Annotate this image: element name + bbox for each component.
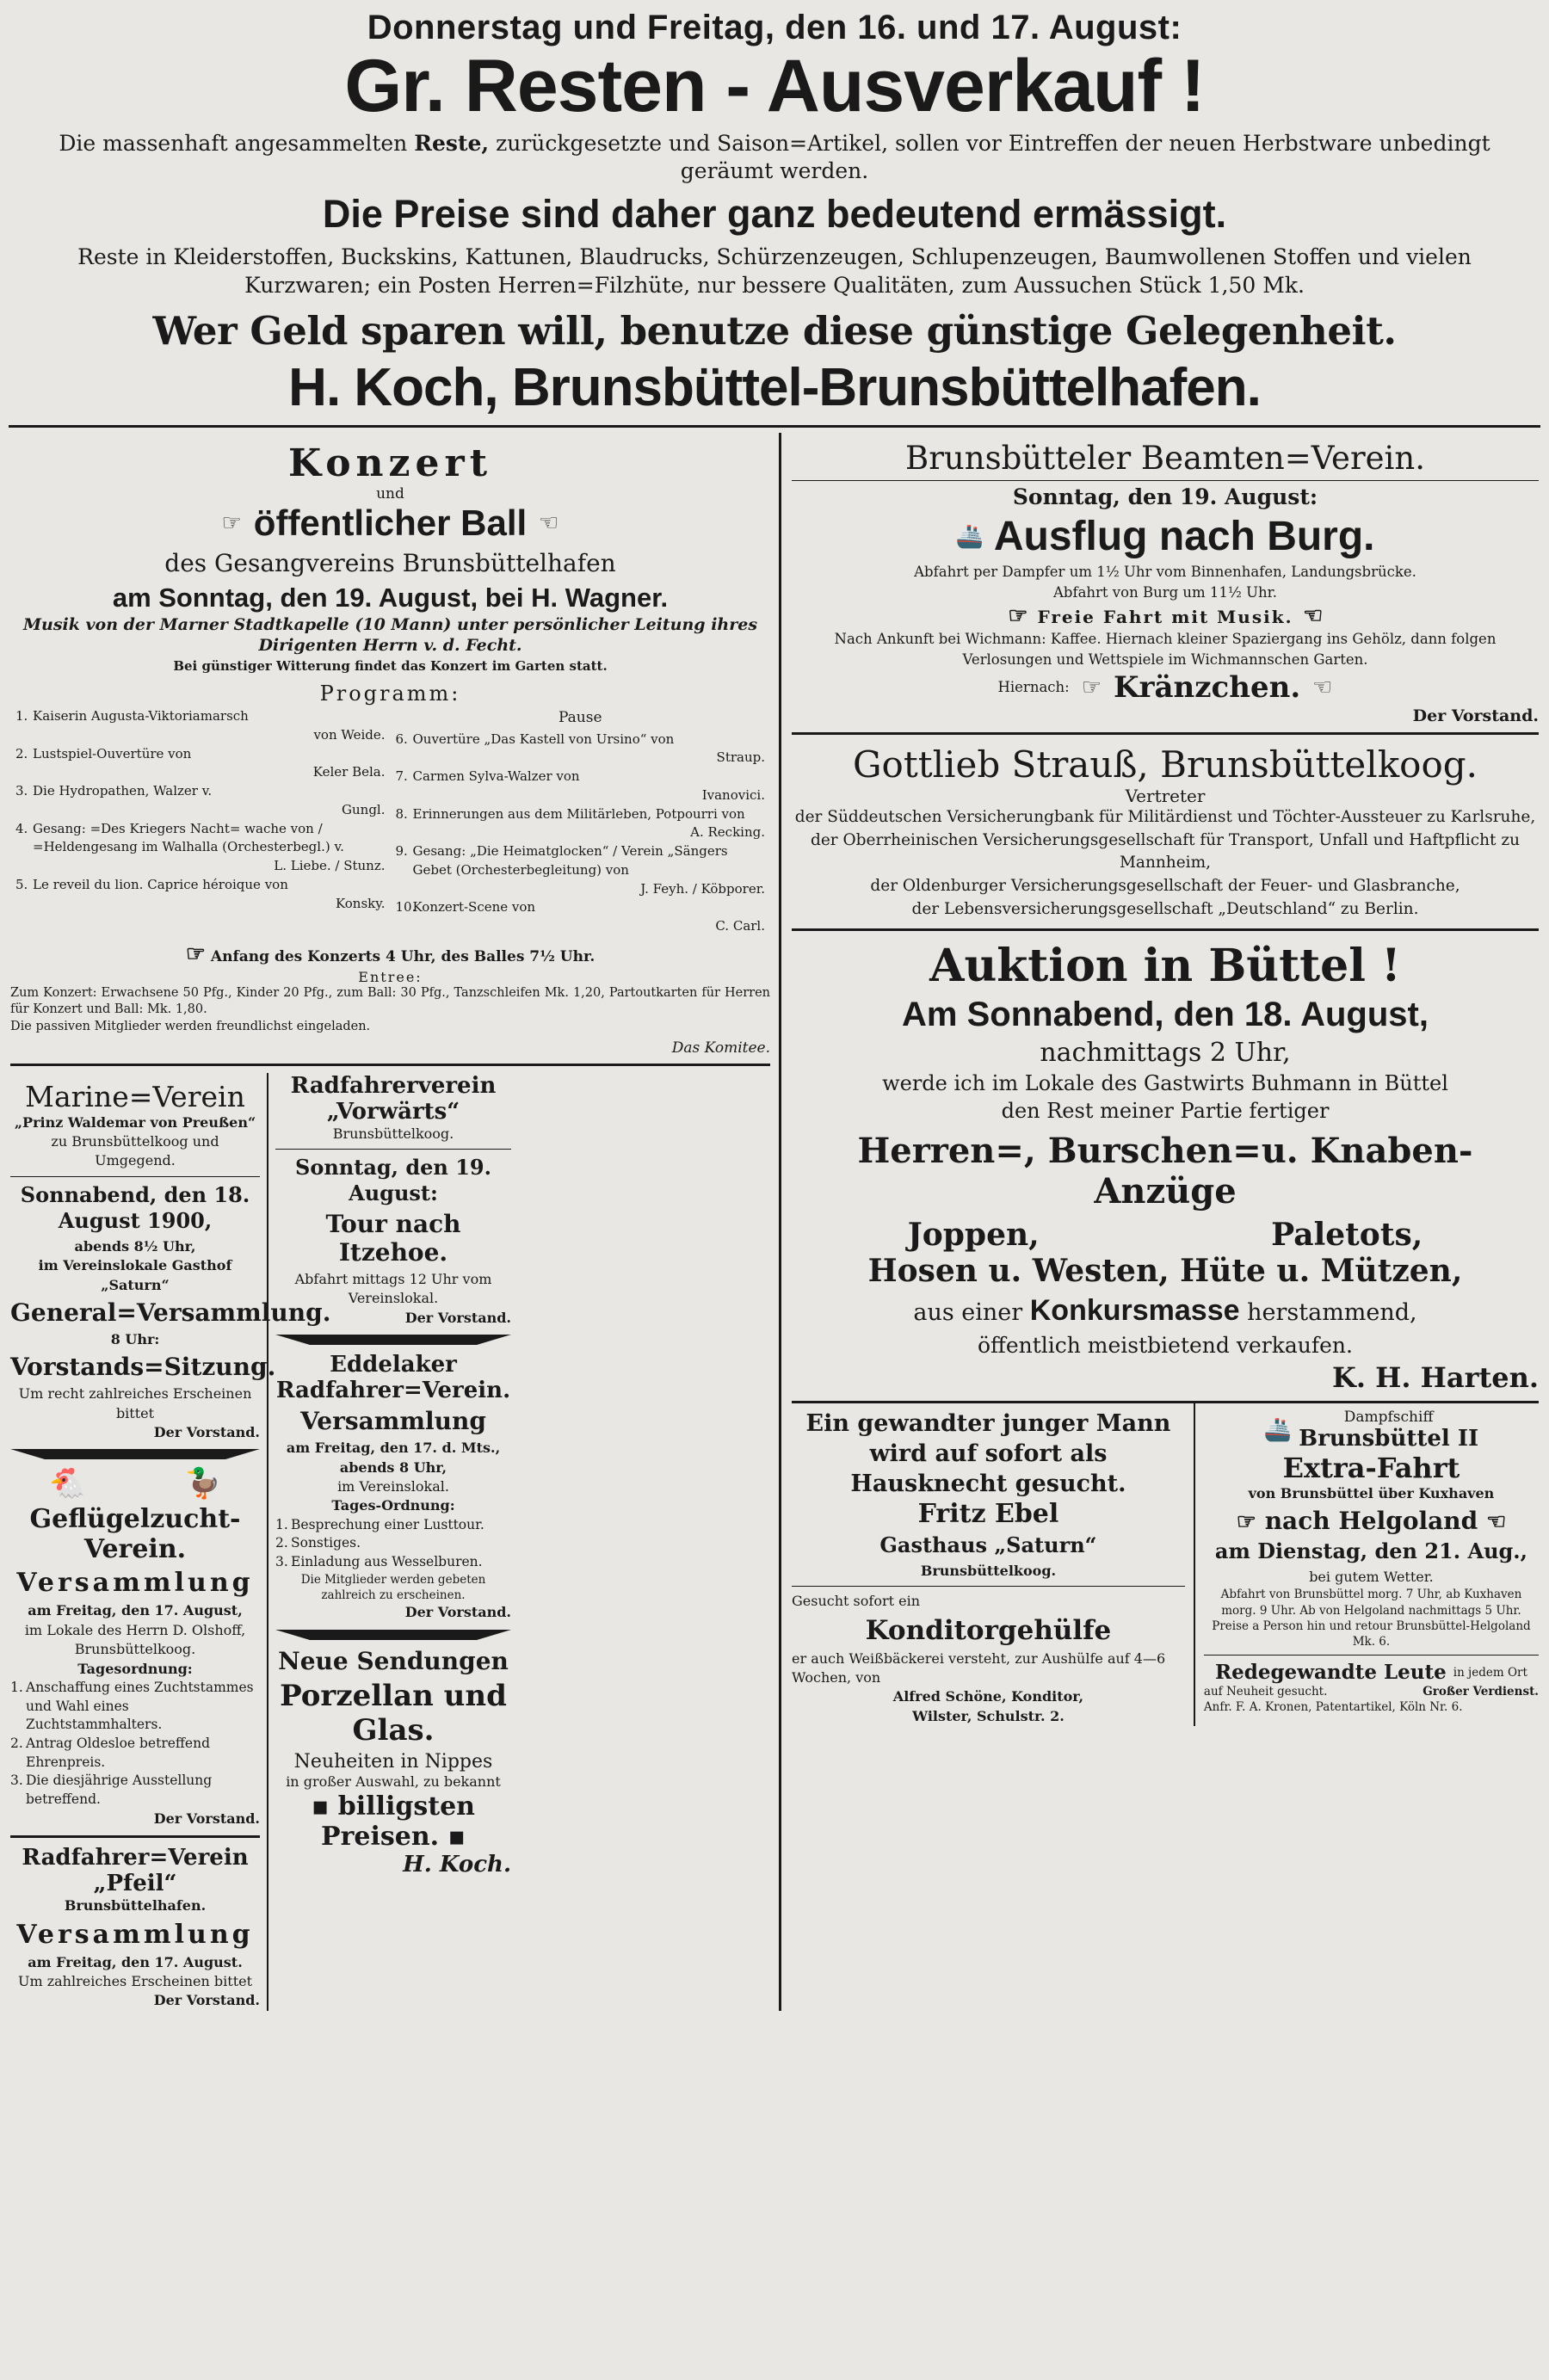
hand-pointing-right-icon: ☞ [1008,602,1030,629]
konzert-passiv: Die passiven Mitglieder werden freundlichst eingeladen. [10,1020,371,1034]
konzert-title: Konzert [287,441,493,485]
redegewandte-title: Redegewandte Leute [1215,1661,1447,1685]
marine-sub2: zu Brunsbüttelkoog und Umgegend. [51,1132,219,1169]
beamten-divider [792,480,1539,481]
konzert-und: und [376,485,404,503]
right-column [781,433,1539,2011]
porzellan-preise-text: billigsten Preisen. [321,1791,475,1852]
programm-number: 5. [15,876,28,892]
beamten-sonntag: Sonntag, den 19. August: [1012,484,1318,509]
hand-pointing-left-icon: ☞ [539,510,559,536]
konzert-programm-lists [10,707,770,936]
agenda-number: 3. [275,1554,288,1570]
gefluegel-datum: am Freitag, den 17. August, [28,1602,243,1619]
konditor-title: Konditorgehülfe [865,1614,1112,1646]
beamten-line1: Abfahrt per Dampfer um 1½ Uhr vom Binnenhafen, Landungsbrücke. [914,564,1416,580]
gefluegel-tagesordnung [10,1679,260,1810]
strauss-name: Gottlieb Strauß, [853,743,1149,786]
auktion-ware-1: Herren=, Burschen=u. Knaben-Anzüge [857,1130,1473,1212]
masthead-dateline: Donnerstag und Freitag, den 16. und 17. August: [367,9,1182,46]
programm-title: Konzert-Scene von [412,899,536,916]
vorwaerts-title: Radfahrerverein „Vorwärts“ [290,1072,497,1125]
konditor-ort: Wilster, Schulstr. 2. [912,1707,1065,1724]
eddelak-tagesordnung-label: Tages-Ordnung: [331,1497,455,1514]
redegewandte-side: in jedem Ort [1453,1665,1527,1680]
programm-item [15,745,386,783]
konzert-wetter: Bei günstiger Witterung findet das Konzert im Garten statt. [173,657,608,674]
right-bottom-col-1 [792,1403,1195,1727]
hand-pointing-right-icon: ☞ [1081,674,1102,700]
gefluegel-title: Geflügelzucht-Verein. [29,1504,241,1565]
programm-number: 8. [395,805,408,822]
programm-title: Gesang: =Des Kriegers Nacht= wache von / =Heldengesang im Walhalla (Orchesterbegl.) v. [33,820,344,855]
pfeil-ort: Brunsbüttelhafen. [64,1897,207,1914]
auktion-joppen: Joppen, [907,1216,1040,1253]
vorwaerts-ad [275,1073,511,1329]
agenda-text: Anschaffung eines Zuchtstammes und Wahl eines Zuchtstammhalters. [26,1680,254,1733]
programm-text [413,842,766,898]
programm-composer: C. Carl. [715,918,765,934]
marine-ort: im Vereinslokale Gasthof „Saturn“ [38,1257,232,1293]
programm-title: Ouvertüre „Das Kastell von Ursino“ von [412,731,675,747]
right-bottom-col-2 [1195,1403,1539,1727]
dampfschiff-route: von Brunsbüttel über Kuxhaven [1248,1484,1495,1501]
redegewandte-verdienst: Großer Verdienst. [1422,1685,1539,1699]
auktion-ware-3: Hosen u. Westen, Hüte u. Mützen, [867,1252,1463,1289]
hand-pointing-left-icon: ☞ [1312,674,1333,700]
programm-number: 10. [395,899,417,916]
eddelak-ad [275,1352,511,1622]
goose-icon: 🦆 [184,1466,221,1501]
redegewandte-ad [1204,1661,1539,1715]
masthead-slogan: Wer Geld sparen will, benutze diese günstige Gelegenheit. [152,308,1397,354]
redegewandte-sub: auf Neuheit gesucht. [1203,1685,1328,1699]
agenda-number: 3. [10,1773,23,1789]
agenda-item [275,1534,511,1553]
dampfschiff-name: Brunsbüttel II [1299,1425,1479,1452]
programm-text [413,731,766,768]
beamten-hiernach: Hiernach: [997,678,1070,695]
programm-title: Carmen Sylva-Walzer von [412,768,580,785]
hand-pointing-right-icon: ☞ [221,510,242,536]
hand-pointing-right-icon: ☞ [185,940,206,967]
steamship-icon: 🚢 [1263,1416,1293,1443]
dampfschiff-preise: Preise a Person hin und retour Brunsbüttel-Helgoland Mk. 6. [1212,1619,1531,1649]
agenda-text: Antrag Oldesloe betreffend Ehrenpreis. [26,1736,211,1770]
agenda-text: Besprechung einer Lusttour. [291,1516,484,1532]
eddelak-datum: am Freitag, den 17. d. Mts., [286,1440,501,1457]
auktion-ware-2 [792,1217,1539,1253]
konzert-anfang-text: Anfang des Konzerts 4 Uhr, des Balles 7½ Uhr. [210,947,596,965]
dampfschiff-nach [1204,1507,1539,1535]
beamten-line2: Abfahrt von Burg um 11½ Uhr. [1053,583,1277,601]
auktion-text2: den Rest meiner Partie fertiger [1001,1099,1330,1124]
programm-text [33,707,386,745]
ornament-square-left: ▪ [312,1791,330,1822]
beamten-ausflug: Ausflug nach Burg. [993,514,1375,559]
left-subcolumn-2 [268,1073,518,2011]
auktion-offentlich: öffentlich meistbietend verkaufen. [978,1332,1353,1358]
strauss-vertreter: Vertreter [1125,785,1206,806]
strauss-ad [792,743,1539,922]
masthead [0,0,1549,418]
programm-composer: Straup. [716,749,765,766]
strauss-line3: der Oldenburger Versicherungsgesellschaft der Feuer- und Glasbranche, [870,877,1460,896]
programm-title: Die Hydropathen, Walzer v. [33,783,213,798]
marine-title: Marine=Verein [25,1079,245,1113]
marine-headline: General=Versammlung. [10,1298,331,1327]
porzellan-neuheiten: Neuheiten in Nippes [293,1750,493,1773]
konzert-programm-right [391,707,771,936]
hand-pointing-left-icon: ☞ [1485,1508,1507,1535]
konditor-ad [792,1592,1185,1726]
beamten-line3: Nach Ankunft bei Wichmann: Kaffee. Hiernach kleiner Spaziergang ins Gehölz, dann folgen Verlosungen und Wettspiele im Wichmannschen Garten. [834,630,1497,668]
agenda-number: 2. [10,1736,23,1752]
left-divider-1 [10,1064,770,1066]
programm-number: 6. [395,731,408,747]
agenda-item [275,1553,511,1572]
konditor-name: Alfred Schöne, Konditor, [892,1688,1084,1705]
auktion-konkursmasse [792,1294,1539,1328]
programm-number: 9. [395,843,408,860]
gefluegel-tagesordnung-label: Tagesordnung: [77,1660,193,1677]
eddelak-tagesordnung [275,1516,511,1572]
programm-title: Kaiserin Augusta-Viktoriamarsch [33,708,249,724]
auktion-zeit: nachmittags 2 Uhr, [1040,1037,1291,1068]
masthead-para1-a: Die massenhaft angesammelten [59,131,415,156]
strauss-line2: der Oberrheinischen Versicherungsgesellschaft für Transport, Unfall und Haftpflicht zu Mannheim, [811,830,1520,872]
auktion-text1: werde ich im Lokale des Gastwirts Buhmann in Büttel [882,1070,1448,1095]
agenda-number: 1. [10,1680,23,1696]
konzert-entree-label: Entree: [358,968,423,985]
eddelak-title: Eddelaker Radfahrer=Verein. [275,1352,511,1404]
pfeil-vorstand: Der Vorstand. [153,1992,260,2009]
auktion-title: Auktion in Büttel ! [929,939,1401,992]
porzellan-ad [275,1647,511,1877]
programm-number: 4. [15,820,28,836]
agenda-item [10,1679,260,1735]
ornament-square-right: ▪ [447,1821,466,1852]
beamten-freie-text: Freie Fahrt mit Musik. [1037,606,1293,627]
beamten-title: Brunsbütteler Beamten=Verein. [905,440,1425,477]
masthead-headline: Gr. Resten - Ausverkauf ! [344,45,1205,127]
programm-item [15,820,386,876]
dampfschiff-details: Abfahrt von Brunsbüttel morg. 7 Uhr, ab Kuxhaven morg. 9 Uhr. Ab von Helgoland nachmittags 5 Uhr. [1220,1588,1522,1618]
programm-composer: A. Recking. [690,824,765,841]
ornament-wedge [275,1630,511,1640]
porzellan-neue: Neue Sendungen [278,1646,509,1675]
programm-text [413,768,766,805]
konzert-verein: des Gesangvereins Brunsbüttelhafen [164,549,616,577]
marine-divider [10,1176,260,1177]
gefluegel-versammlung: Versammlung [16,1568,254,1599]
agenda-item [10,1735,260,1772]
dampfschiff-nach-text: nach Helgoland [1264,1506,1478,1535]
masthead-paragraph-1 [38,130,1511,185]
strauss-ort: Brunsbüttelkoog. [1160,743,1478,786]
agenda-number: 2. [275,1535,288,1551]
programm-composer: Konsky. [335,895,386,911]
programm-text [33,876,386,914]
pfeil-versammlung: Versammlung [16,1919,254,1950]
masthead-para1-c: zurückgesetzte und Saison=Artikel, sollen vor Eintreffen der neuen Herbstware unbedingt geräumt werden. [489,131,1490,183]
programm-item [396,805,766,843]
konzert-ad [10,441,770,1057]
vorwaerts-divider [275,1149,511,1150]
ornament-wedge [10,1449,260,1459]
hausknecht-divider [792,1586,1185,1587]
agenda-number: 1. [275,1516,288,1532]
vorwaerts-abfahrt: Abfahrt mittags 12 Uhr vom Vereinslokal. [294,1270,492,1307]
masthead-advertiser: H. Koch, Brunsbüttel-Brunsbüttelhafen. [288,358,1261,417]
konzert-ball-title: öffentlicher Ball [253,503,528,543]
auktion-paletots: Paletots, [1271,1216,1423,1253]
masthead-paragraph-2: Reste in Kleiderstoffen, Buckskins, Kattunen, Blaudrucks, Schürzenzeugen, Schlupenzeugen, Baumwollenen Stoffen und vielen Kurzwaren; ein Posten Herren=Filzhüte, nur bessere Qualitäten, zum Aussuchen Stück 1,50 Mk. [77,244,1472,298]
agenda-item [275,1516,511,1535]
programm-title: Gesang: „Die Heimatglocken“ / Verein „Sängers Gebet (Orchesterbegleitung) von [412,843,728,878]
left-subcolumns [10,1073,770,2011]
agenda-text: Einladung aus Wesselburen. [291,1554,483,1570]
dampfschiff-divider [1204,1655,1539,1656]
main-columns [0,433,1549,2011]
programm-text [33,820,386,876]
ornament-wedge [275,1335,511,1345]
masthead-divider [9,425,1540,428]
hand-pointing-right-icon: ☞ [1236,1508,1256,1535]
agenda-text: Die diesjährige Ausstellung betreffend. [26,1773,213,1808]
vorwaerts-tour: Tour nach Itzehoe. [325,1209,461,1267]
programm-composer: J. Feyh. / Köbporer. [640,880,765,897]
pfeil-datum: am Freitag, den 17. August. [28,1953,243,1970]
programm-item [15,876,386,914]
marine-vorstand: Der Vorstand. [153,1424,260,1441]
programm-title: Le reveil du lion. Caprice héroique von [33,876,288,892]
beamten-freie-fahrt [792,603,1539,629]
vorwaerts-vorstand: Der Vorstand. [404,1309,511,1326]
eddelak-vorstand: Der Vorstand. [404,1604,511,1621]
programm-title: Erinnerungen aus dem Militärleben, Potpourri von [412,805,745,822]
redegewandte-anschrift: Anfr. F. A. Kronen, Patentartikel, Köln Nr. 6. [1203,1700,1463,1715]
left-column [10,433,781,2011]
marine-uhr: 8 Uhr: [110,1330,160,1347]
beamten-verein-ad [792,440,1539,725]
agenda-text: Sonstiges. [291,1535,361,1551]
masthead-para1-highlight: Reste, [414,131,490,156]
agenda-item [10,1772,260,1809]
konzert-entree-text: Zum Konzert: Erwachsene 50 Pfg., Kinder 20 Pfg., zum Ball: 30 Pfg., Tanzschleifen Mk. 1,20, Partoutkarten für Herren für Konzert und Ball: Mk. 1,80. [10,985,770,1017]
programm-composer: Gungl. [342,801,386,817]
marine-zeit: abends 8½ Uhr, [74,1237,196,1255]
auktion-ad [792,940,1539,1394]
porzellan-preise [275,1791,511,1852]
pfeil-bitte: Um zahlreiches Erscheinen bittet [17,1973,253,1990]
porzellan-auswahl: in großer Auswahl, zu bekannt [286,1773,501,1790]
programm-number: 1. [15,708,28,724]
auktion-konk-c: herstammend, [1239,1298,1417,1326]
programm-text [33,782,386,820]
programm-composer: von Weide. [313,726,386,743]
eddelak-note: Die Mitglieder werden gebeten zahlreich zu erscheinen. [300,1572,486,1602]
dampfschiff-wetter: bei gutem Wetter. [1309,1568,1434,1585]
programm-item [396,842,766,898]
porzellan-title: Porzellan und Glas. [280,1678,507,1748]
auktion-konk-b: Konkursmasse [1029,1293,1240,1327]
programm-text [33,745,386,783]
konzert-programm-label: Programm: [319,681,461,706]
right-bottom-split [792,1401,1539,1727]
eddelak-ort: im Vereinslokal. [337,1477,449,1495]
marine-sub1: „Prinz Waldemar von Preußen“ [14,1113,256,1131]
dampfschiff-ad [1204,1409,1539,1650]
poultry-icons [10,1466,260,1501]
konzert-pause-label: Pause [558,709,602,726]
programm-number: 2. [15,745,28,761]
gefluegel-vorstand: Der Vorstand. [153,1810,260,1827]
konzert-anfang [10,941,770,967]
beamten-kraenzchen: Kränzchen. [1114,669,1301,705]
marine-bitte: Um recht zahlreiches Erscheinen bittet [18,1385,252,1421]
konditor-gesucht: Gesucht sofort ein [792,1593,920,1610]
programm-composer: L. Liebe. / Stunz. [274,858,386,873]
konzert-musik: Musik von der Marner Stadtkapelle (10 Mann) unter persönlicher Leitung ihres Dirigenten Herrn v. d. Fecht. [22,615,758,655]
programm-item [15,707,386,745]
hausknecht-gasthaus: Gasthaus „Saturn“ [879,1532,1097,1557]
programm-number: 7. [395,768,408,785]
programm-title: Lustspiel-Ouvertüre von [33,745,192,761]
hausknecht-ort: Brunsbüttelkoog. [920,1562,1057,1579]
strauss-line4: der Lebensversicherungsgesellschaft „Deutschland“ zu Berlin. [911,899,1419,918]
konzert-programm-left [10,707,391,936]
konzert-datum: am Sonntag, den 19. August, bei H. Wagner. [112,583,669,613]
pfeil-title: Radfahrer=Verein „Pfeil“ [22,1845,249,1897]
programm-composer: Keler Bela. [312,764,386,780]
hausknecht-name: Fritz Ebel [917,1498,1059,1529]
programm-number: 3. [15,783,28,798]
auktion-signer: K. H. Harten. [1332,1360,1539,1394]
right-divider-1 [792,732,1539,735]
vorwaerts-ort: Brunsbüttelkoog. [332,1125,454,1142]
porzellan-signer: H. Koch. [403,1851,511,1877]
marine-datum: Sonnabend, den 18. August 1900, [20,1181,250,1233]
gefluegel-ort: im Lokale des Herrn D. Olshoff, Brunsbüttelkoog. [24,1621,246,1658]
dampfschiff-extrafahrt: Extra-Fahrt [1282,1451,1460,1484]
programm-text [413,805,766,843]
dampfschiff-datum: am Dienstag, den 21. Aug., [1214,1538,1528,1563]
hausknecht-ad [792,1409,1185,1582]
strauss-line1: der Süddeutschen Versicherungbank für Militärdienst und Töchter-Aussteuer zu Karlsruhe, [794,807,1536,826]
hen-icon: 🐔 [49,1466,86,1501]
programm-item [396,731,766,768]
konzert-komitee: Das Komitee. [671,1039,770,1057]
auktion-datum: Am Sonnabend, den 18. August, [902,995,1429,1033]
beamten-vorstand: Der Vorstand. [1412,706,1539,725]
eddelak-versammlung: Versammlung [300,1407,486,1436]
programm-item [15,782,386,820]
auktion-konk-a: aus einer [913,1298,1030,1326]
programm-item [396,898,766,936]
konditor-text: er auch Weißbäckerei versteht, zur Aushülfe auf 4—6 Wochen, von [792,1649,1166,1686]
programm-composer: Ivanovici. [701,786,765,803]
steamship-icon: 🚢 [955,523,984,550]
dampfschiff-label: Dampfschiff [1343,1408,1434,1426]
pfeil-ad [10,1845,260,2011]
programm-text [413,898,766,936]
right-divider-2 [792,928,1539,931]
strauss-header [792,743,1539,786]
left-sub1-divider [10,1835,260,1838]
marine-verein-ad [10,1079,331,1443]
masthead-subheadline: Die Preise sind daher ganz bedeutend ermässigt. [322,192,1227,236]
hand-pointing-left-icon: ☞ [1300,602,1323,629]
vorwaerts-datum: Sonntag, den 19. August: [295,1154,491,1205]
programm-item [396,768,766,805]
eddelak-zeit: abends 8 Uhr, [339,1458,447,1476]
gefluegelzucht-ad [10,1466,260,1828]
hausknecht-text: Ein gewandter junger Mann wird auf sofort als Hausknecht gesucht. [805,1409,1171,1497]
marine-headline-2: Vorstands=Sitzung. [10,1353,276,1382]
